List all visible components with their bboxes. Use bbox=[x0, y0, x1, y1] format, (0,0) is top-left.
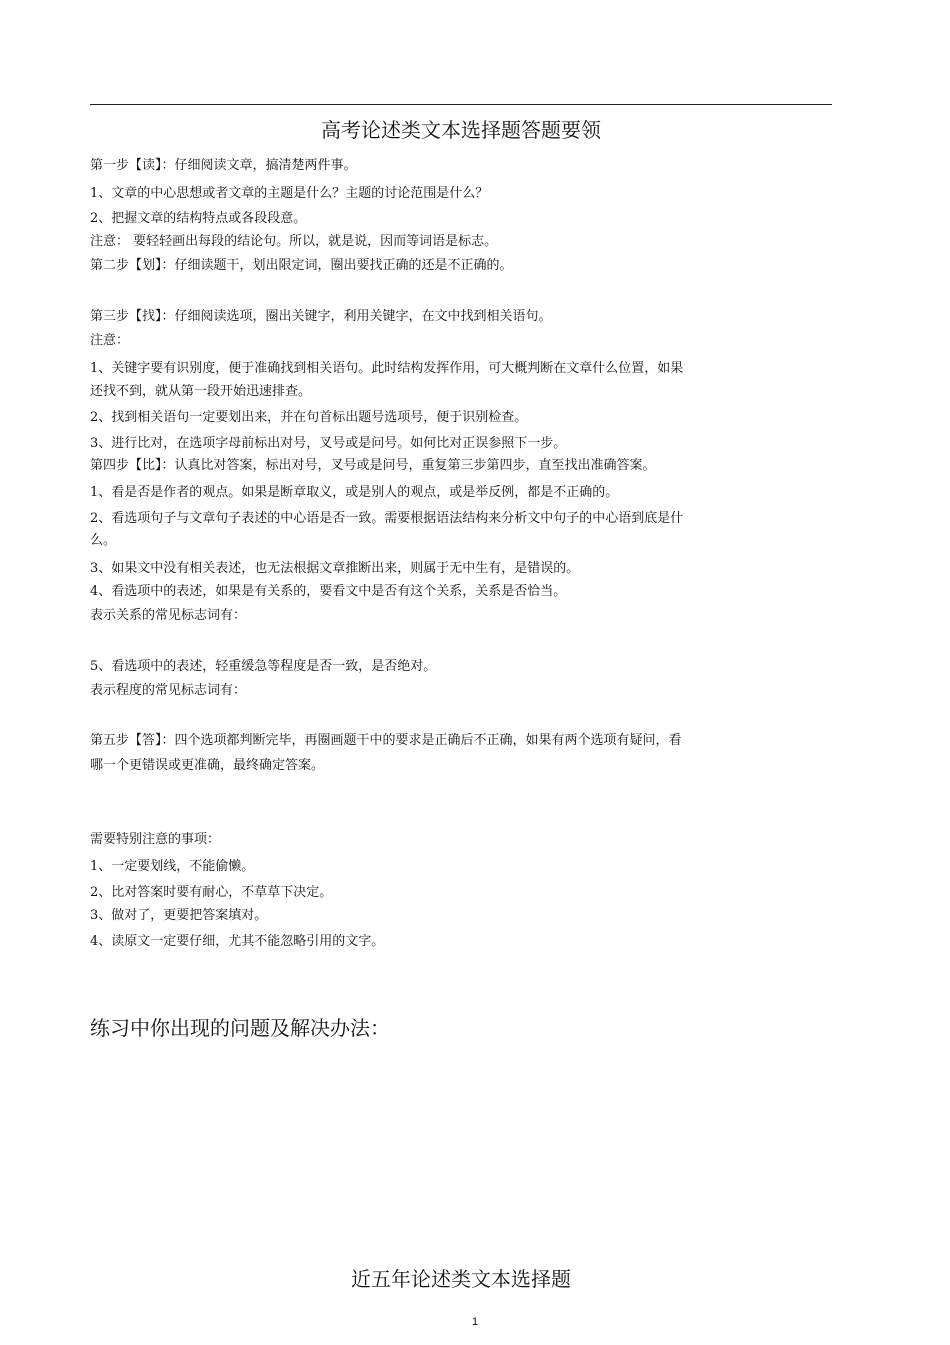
step4-item-3: 3、如果文中没有相关表述，也无法根据文章推断出来，则属于无中生有，是错误的。 bbox=[90, 561, 580, 576]
step4-item-2b: 么。 bbox=[90, 533, 117, 548]
step3-line: 第三步【找】：仔细阅读选项，圈出关键字，利用关键字，在文中找到相关语句。 bbox=[90, 309, 552, 324]
step4-line: 第四步【比】：认真比对答案，标出对号，叉号或是问号，重复第三步第四步，直至找出准确答案。 bbox=[90, 458, 656, 473]
step3-item-1a: 1、关键字要有识别度，便于准确找到相关语句。此时结构发挥作用，可大概判断在文章什么位置，如果 bbox=[90, 361, 684, 376]
step5-line-b: 哪一个更错误或更准确，最终确定答案。 bbox=[90, 758, 325, 773]
step4-item-1: 1、看是否是作者的观点。如果是断章取义，或是别人的观点，或是举反例，都是不正确的。 bbox=[90, 485, 619, 500]
special-note-4: 4、读原文一定要仔细，尤其不能忽略引用的文字。 bbox=[90, 934, 385, 949]
step4-item-4: 4、看选项中的表述，如果是有关系的，要看文中是否有这个关系，关系是否恰当。 bbox=[90, 584, 567, 599]
special-note-2: 2、比对答案时要有耐心，不草草下决定。 bbox=[90, 885, 333, 900]
step1-note: 注意： 要轻轻画出每段的结论句。所以，就是说，因而等词语是标志。 bbox=[90, 234, 498, 249]
special-note-3: 3、做对了，更要把答案填对。 bbox=[90, 908, 268, 923]
section-title: 近五年论述类文本选择题 bbox=[351, 1267, 571, 1291]
step1-item-1: 1、文章的中心思想或者文章的主题是什么？主题的讨论范围是什么？ bbox=[90, 186, 489, 201]
step2-line: 第二步【划】：仔细读题干，划出限定词，圈出要找正确的还是不正确的。 bbox=[90, 258, 513, 273]
step1-item-2: 2、把握文章的结构特点或各段段意。 bbox=[90, 211, 307, 226]
step3-note-label: 注意： bbox=[90, 333, 130, 348]
special-note-1: 1、一定要划线，不能偷懒。 bbox=[90, 859, 255, 874]
step3-item-3: 3、进行比对，在选项字母前标出对号，叉号或是问号。如何比对正误参照下一步。 bbox=[90, 436, 567, 451]
degree-markers-label: 表示程度的常见标志词有： bbox=[90, 683, 247, 698]
special-notes-label: 需要特别注意的事项： bbox=[90, 832, 221, 847]
step1-line: 第一步【读】：仔细阅读文章，搞清楚两件事。 bbox=[90, 158, 357, 173]
document-title: 高考论述类文本选择题答题要领 bbox=[321, 118, 601, 142]
step3-item-2: 2、找到相关语句一定要划出来，并在句首标出题号选项号，便于识别检查。 bbox=[90, 410, 528, 425]
step3-item-1b: 还找不到，就从第一段开始迅速排查。 bbox=[90, 384, 312, 399]
header-rule bbox=[90, 104, 832, 105]
step5-line-a: 第五步【答】：四个选项都判断完毕，再圈画题干中的要求是正确后不正确，如果有两个选项有疑问，看 bbox=[90, 733, 682, 748]
step4-item-5: 5、看选项中的表述，轻重缓急等程度是否一致，是否绝对。 bbox=[90, 659, 437, 674]
step4-item-2a: 2、看选项句子与文章句子表述的中心语是否一致。需要根据语法结构来分析文中句子的中心语到底是什 bbox=[90, 511, 684, 526]
relation-markers-label: 表示关系的常见标志词有： bbox=[90, 608, 247, 623]
page-number: 1 bbox=[471, 1316, 479, 1328]
practice-heading: 练习中你出现的问题及解决办法： bbox=[90, 1016, 390, 1040]
